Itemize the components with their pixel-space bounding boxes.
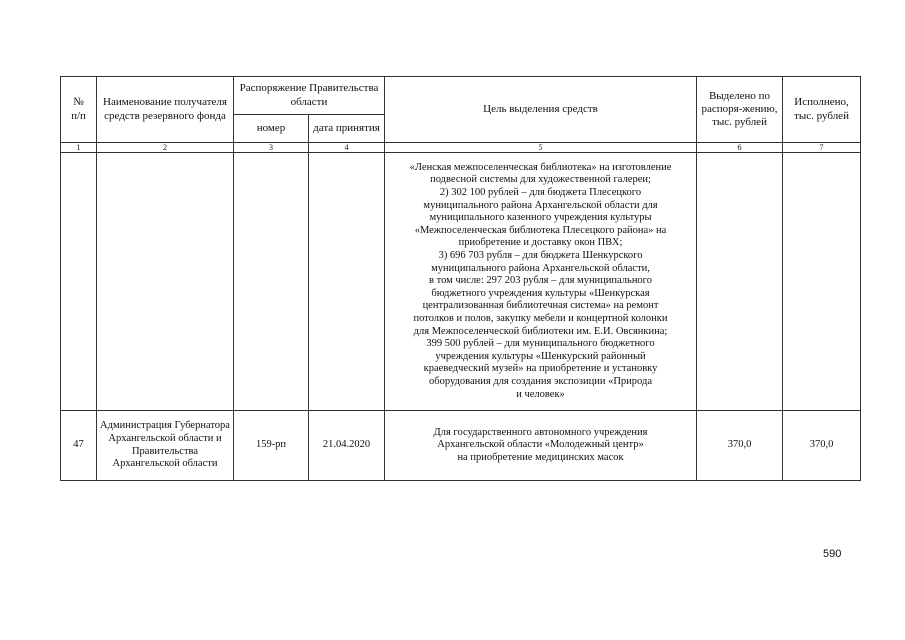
row-num: 47	[61, 411, 97, 481]
header-executed: Исполнено, тыс. рублей	[783, 77, 861, 143]
continuation-row	[61, 153, 861, 411]
column-number: 6	[697, 143, 783, 153]
empty-cell	[783, 153, 861, 411]
column-number-row	[61, 143, 861, 153]
header-num: № п/п	[61, 77, 97, 143]
header-order-number: номер	[234, 115, 309, 143]
column-number: 1	[61, 143, 97, 153]
row-executed: 370,0	[783, 411, 861, 481]
row-order-date: 21.04.2020	[309, 411, 385, 481]
column-number: 5	[385, 143, 697, 153]
column-number: 4	[309, 143, 385, 153]
header-purpose: Цель выделения средств	[385, 77, 697, 143]
row-purpose: Для государственного автономного учреждения Архангельской области «Молодежный центр» на приобретение медицинских масок	[385, 411, 697, 481]
page-number: 590	[823, 548, 842, 560]
empty-cell	[61, 153, 97, 411]
purpose-continuation-cell: «Ленская межпоселенческая библиотека» на изготовление подвесной системы для художественной галереи; 2) 302 100 рублей – для бюджета Плесецкого муниципального района Архангельской области для муниципального казенного учреждения культуры «Межпоселенческая библиотека Плесецкого района» на приобретение и доставку окон ПВХ; 3) 696 703 рубля – для бюджета Шенкурского муниципального района Архангельской области, в том числе: 297 203 рубля – для муниципального бюджетного учреждения культуры «Шенкурская централизованная библиотечная система» на ремонт потолков и полов, закупку мебели и концертной колонки для Межпоселенческой библиотеки им. Е.И. Овсянкина; 399 500 рублей – для муниципального бюджетного учреждения культуры «Шенкурский районный краеведческий музей» на приобретение и установку оборудования для создания экспозиции «Природа и человек»	[385, 153, 697, 411]
column-number: 7	[783, 143, 861, 153]
empty-cell	[234, 153, 309, 411]
empty-cell	[97, 153, 234, 411]
row-allocated: 370,0	[697, 411, 783, 481]
row-order-number: 159-рп	[234, 411, 309, 481]
column-number: 2	[97, 143, 234, 153]
table-row	[61, 411, 861, 481]
empty-cell	[697, 153, 783, 411]
header-allocated: Выделено по распоря-жению, тыс. рублей	[697, 77, 783, 143]
header-order-date: дата принятия	[309, 115, 385, 143]
empty-cell	[309, 153, 385, 411]
header-recipient: Наименование получателя средств резервного фонда	[97, 77, 234, 143]
row-recipient: Администрация Губернатора Архангельской области и Правительства Архангельской области	[97, 411, 234, 481]
column-number: 3	[234, 143, 309, 153]
allocation-table	[60, 76, 861, 481]
header-order: Распоряжение Правительства области	[234, 77, 385, 115]
